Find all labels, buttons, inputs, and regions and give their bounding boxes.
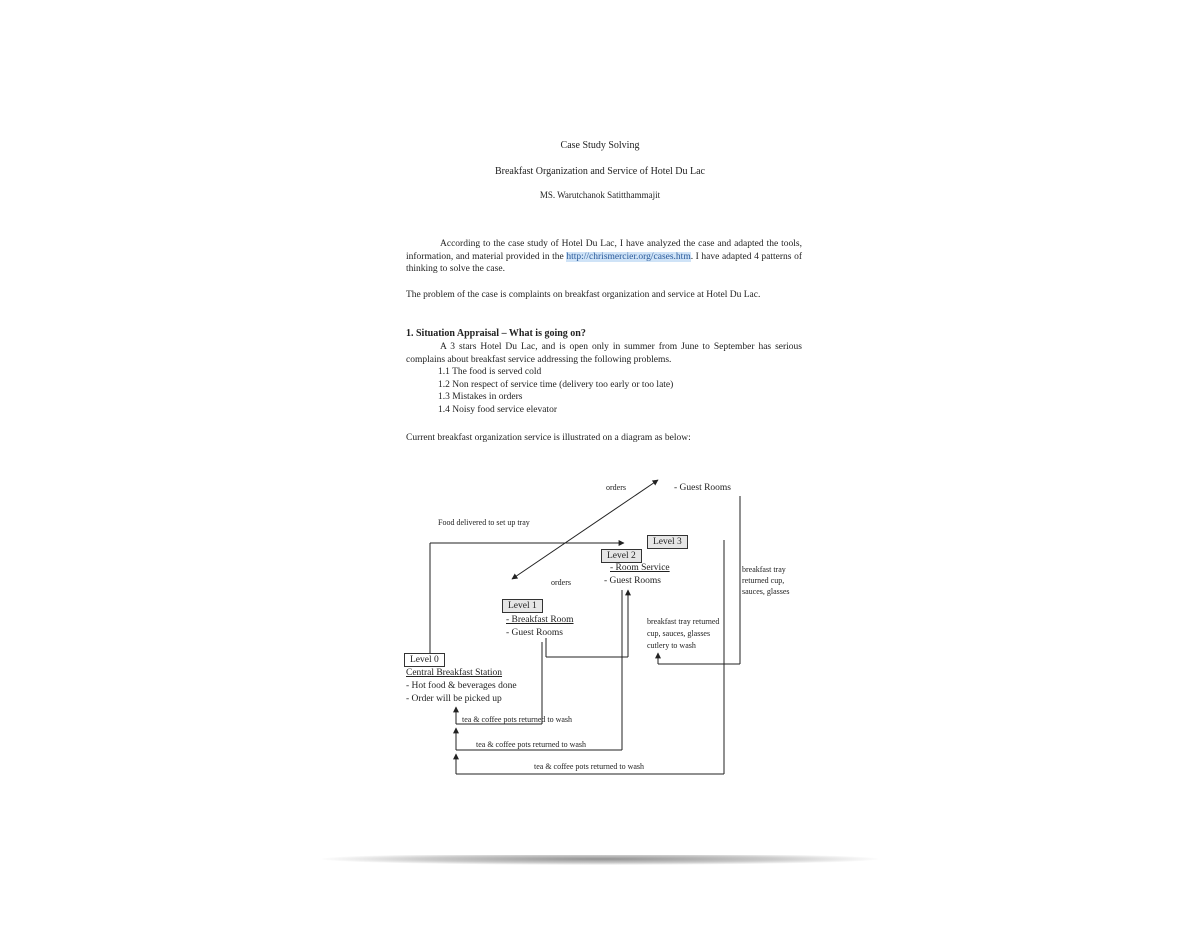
flow-diagram [322,60,878,855]
situation-paragraph: A 3 stars Hotel Du Lac, and is open only in summer from June to September has serious complains about breakfast service addressing the following problems. [406,342,802,365]
hot-food-label: - Hot food & beverages done [406,681,517,691]
room-service-label: - Room Service [610,563,670,573]
guest-rooms-top: - Guest Rooms [674,483,731,493]
guest-rooms-l1: - Guest Rooms [506,628,563,638]
tray-mid-line2: cup, sauces, glasses [647,629,711,638]
level-0-box: Level 0 [404,653,445,667]
orders-label-mid: orders [551,578,571,587]
case-link[interactable]: http://chrismercier.org/cases.htm [566,251,691,262]
tray-right-line1: breakfast tray [742,565,786,574]
problem-paragraph: The problem of the case is complaints on breakfast organization and service at Hotel Du Lac. [406,290,761,300]
central-station-label: Central Breakfast Station [406,668,503,678]
document-subtitle: Breakfast Organization and Service of Hotel Du Lac [494,166,705,177]
tray-mid-line1: breakfast tray returned [647,617,720,626]
list-item: 1.3 Mistakes in orders [438,392,523,402]
level-3-box: Level 3 [647,535,688,549]
intro-text-end: . I have adapted 4 patterns of thinking to solve the case. [406,251,802,274]
orders-label-top: orders [606,483,626,492]
order-pickup-label: - Order will be picked up [406,694,502,704]
document-page [322,60,878,855]
food-delivered-label: Food delivered to set up tray [438,518,530,527]
intro-text-start: According to the case study of Hotel Du Lac, I have analyzed the case and adapted the tools, information, and material provided in the [406,239,802,262]
list-item: 1.2 Non respect of service time (delivery too early or too late) [438,379,674,390]
section-heading: 1. Situation Appraisal – What is going on? [406,328,586,339]
level-1-box: Level 1 [502,599,543,613]
diagram-caption: Current breakfast organization service is illustrated on a diagram as below: [406,433,691,443]
level-2-box: Level 2 [601,549,642,563]
tea-label-2: tea & coffee pots returned to wash [476,740,587,749]
tray-mid-line3: cutlery to wash [647,641,696,650]
list-item: 1.1 The food is served cold [438,367,542,377]
tea-label-3: tea & coffee pots returned to wash [534,762,645,771]
list-item: 1.4 Noisy food service elevator [438,404,557,415]
document-title: Case Study Solving [560,140,640,151]
tray-right-line3: sauces, glasses [742,587,790,596]
tea-label-1: tea & coffee pots returned to wash [462,715,573,724]
tray-right-line2: returned cup, [742,576,785,585]
breakfast-room-label: - Breakfast Room [506,615,574,625]
document-author: MS. Warutchanok Satitthammajit [539,190,661,200]
guest-rooms-l2: - Guest Rooms [604,576,661,586]
